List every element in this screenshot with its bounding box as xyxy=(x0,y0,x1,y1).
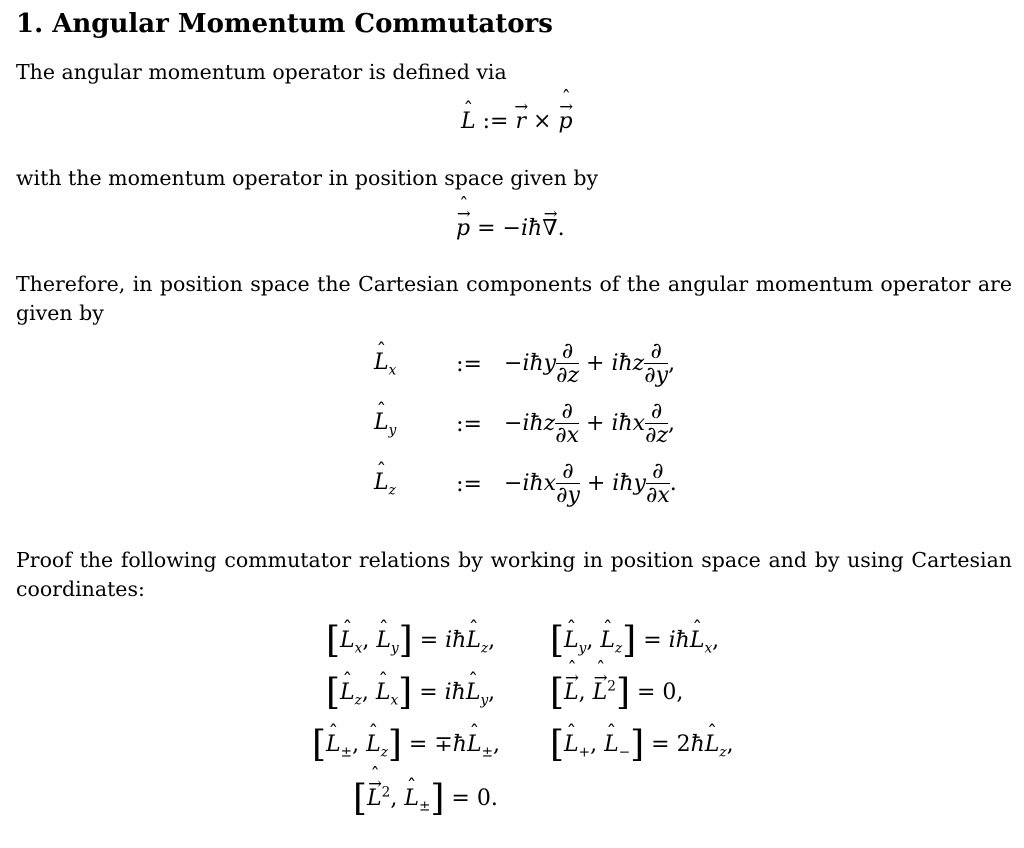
commutator-lpm-lz: [ˆ $L_\pm$, ˆ $L_z$] = ∓ħˆ $L_\pm$, xyxy=(312,724,500,765)
commutator-ly-lz: [ˆ $L_y$, ˆ $L_z$] = iħˆ $L_x$, xyxy=(550,620,719,661)
intro-paragraph: The angular momentum operator is defined via xyxy=(16,60,507,84)
commutator-lx-ly: [ˆ $L_x$, ˆ $L_y$] = iħˆ $L_z$, xyxy=(326,620,495,661)
equation-lz: ˆ $L_z$ := −iħx $\frac{\partial}{\partial y}$ + iħy $\frac{\partial}{\partial x}$ . xyxy=(374,456,677,512)
commutator-lplus-lminus: [ˆ $L_+$, ˆ $L_-$] = 2ħˆ $L_z$, xyxy=(550,724,734,765)
equation-lx: ˆ $L_x$ := −iħy $\frac{\partial}{\partial z}$ + iħz $\frac{\partial}{\partial y}$ , xyxy=(374,336,677,392)
section-heading: 1. Angular Momentum Commutators xyxy=(16,9,553,39)
proof-paragraph: Proof the following commutator relations by working in position space and by using Cartesian coordinates: xyxy=(16,548,1012,601)
components-paragraph: Therefore, in position space the Cartesian components of the angular momentum operator are given by xyxy=(16,272,1012,325)
commutator-lz-lx: [ˆ $L_z$, ˆ $L_x$] = iħˆ $L_y$, xyxy=(326,672,495,713)
angular-momentum-definition: ˆ L := → r × → p ˆ xyxy=(461,109,573,134)
momentum-paragraph: with the momentum operator in position space given by xyxy=(16,166,599,190)
momentum-operator-equation: → p ˆ = −iħ→ ∇. xyxy=(456,216,565,241)
commutator-l-l2: [→ L ˆ, → L ˆ$^2$] = 0, xyxy=(550,672,683,713)
commutator-l2-lpm: [→ L ˆ$^2$, ˆ $L_\pm] = 0$. xyxy=(353,778,498,819)
equation-ly: ˆ $L_y$ := −iħz $\frac{\partial}{\partial x}$ + iħx $\frac{\partial}{\partial z}$ , xyxy=(374,396,677,452)
component-equations xyxy=(374,338,677,512)
